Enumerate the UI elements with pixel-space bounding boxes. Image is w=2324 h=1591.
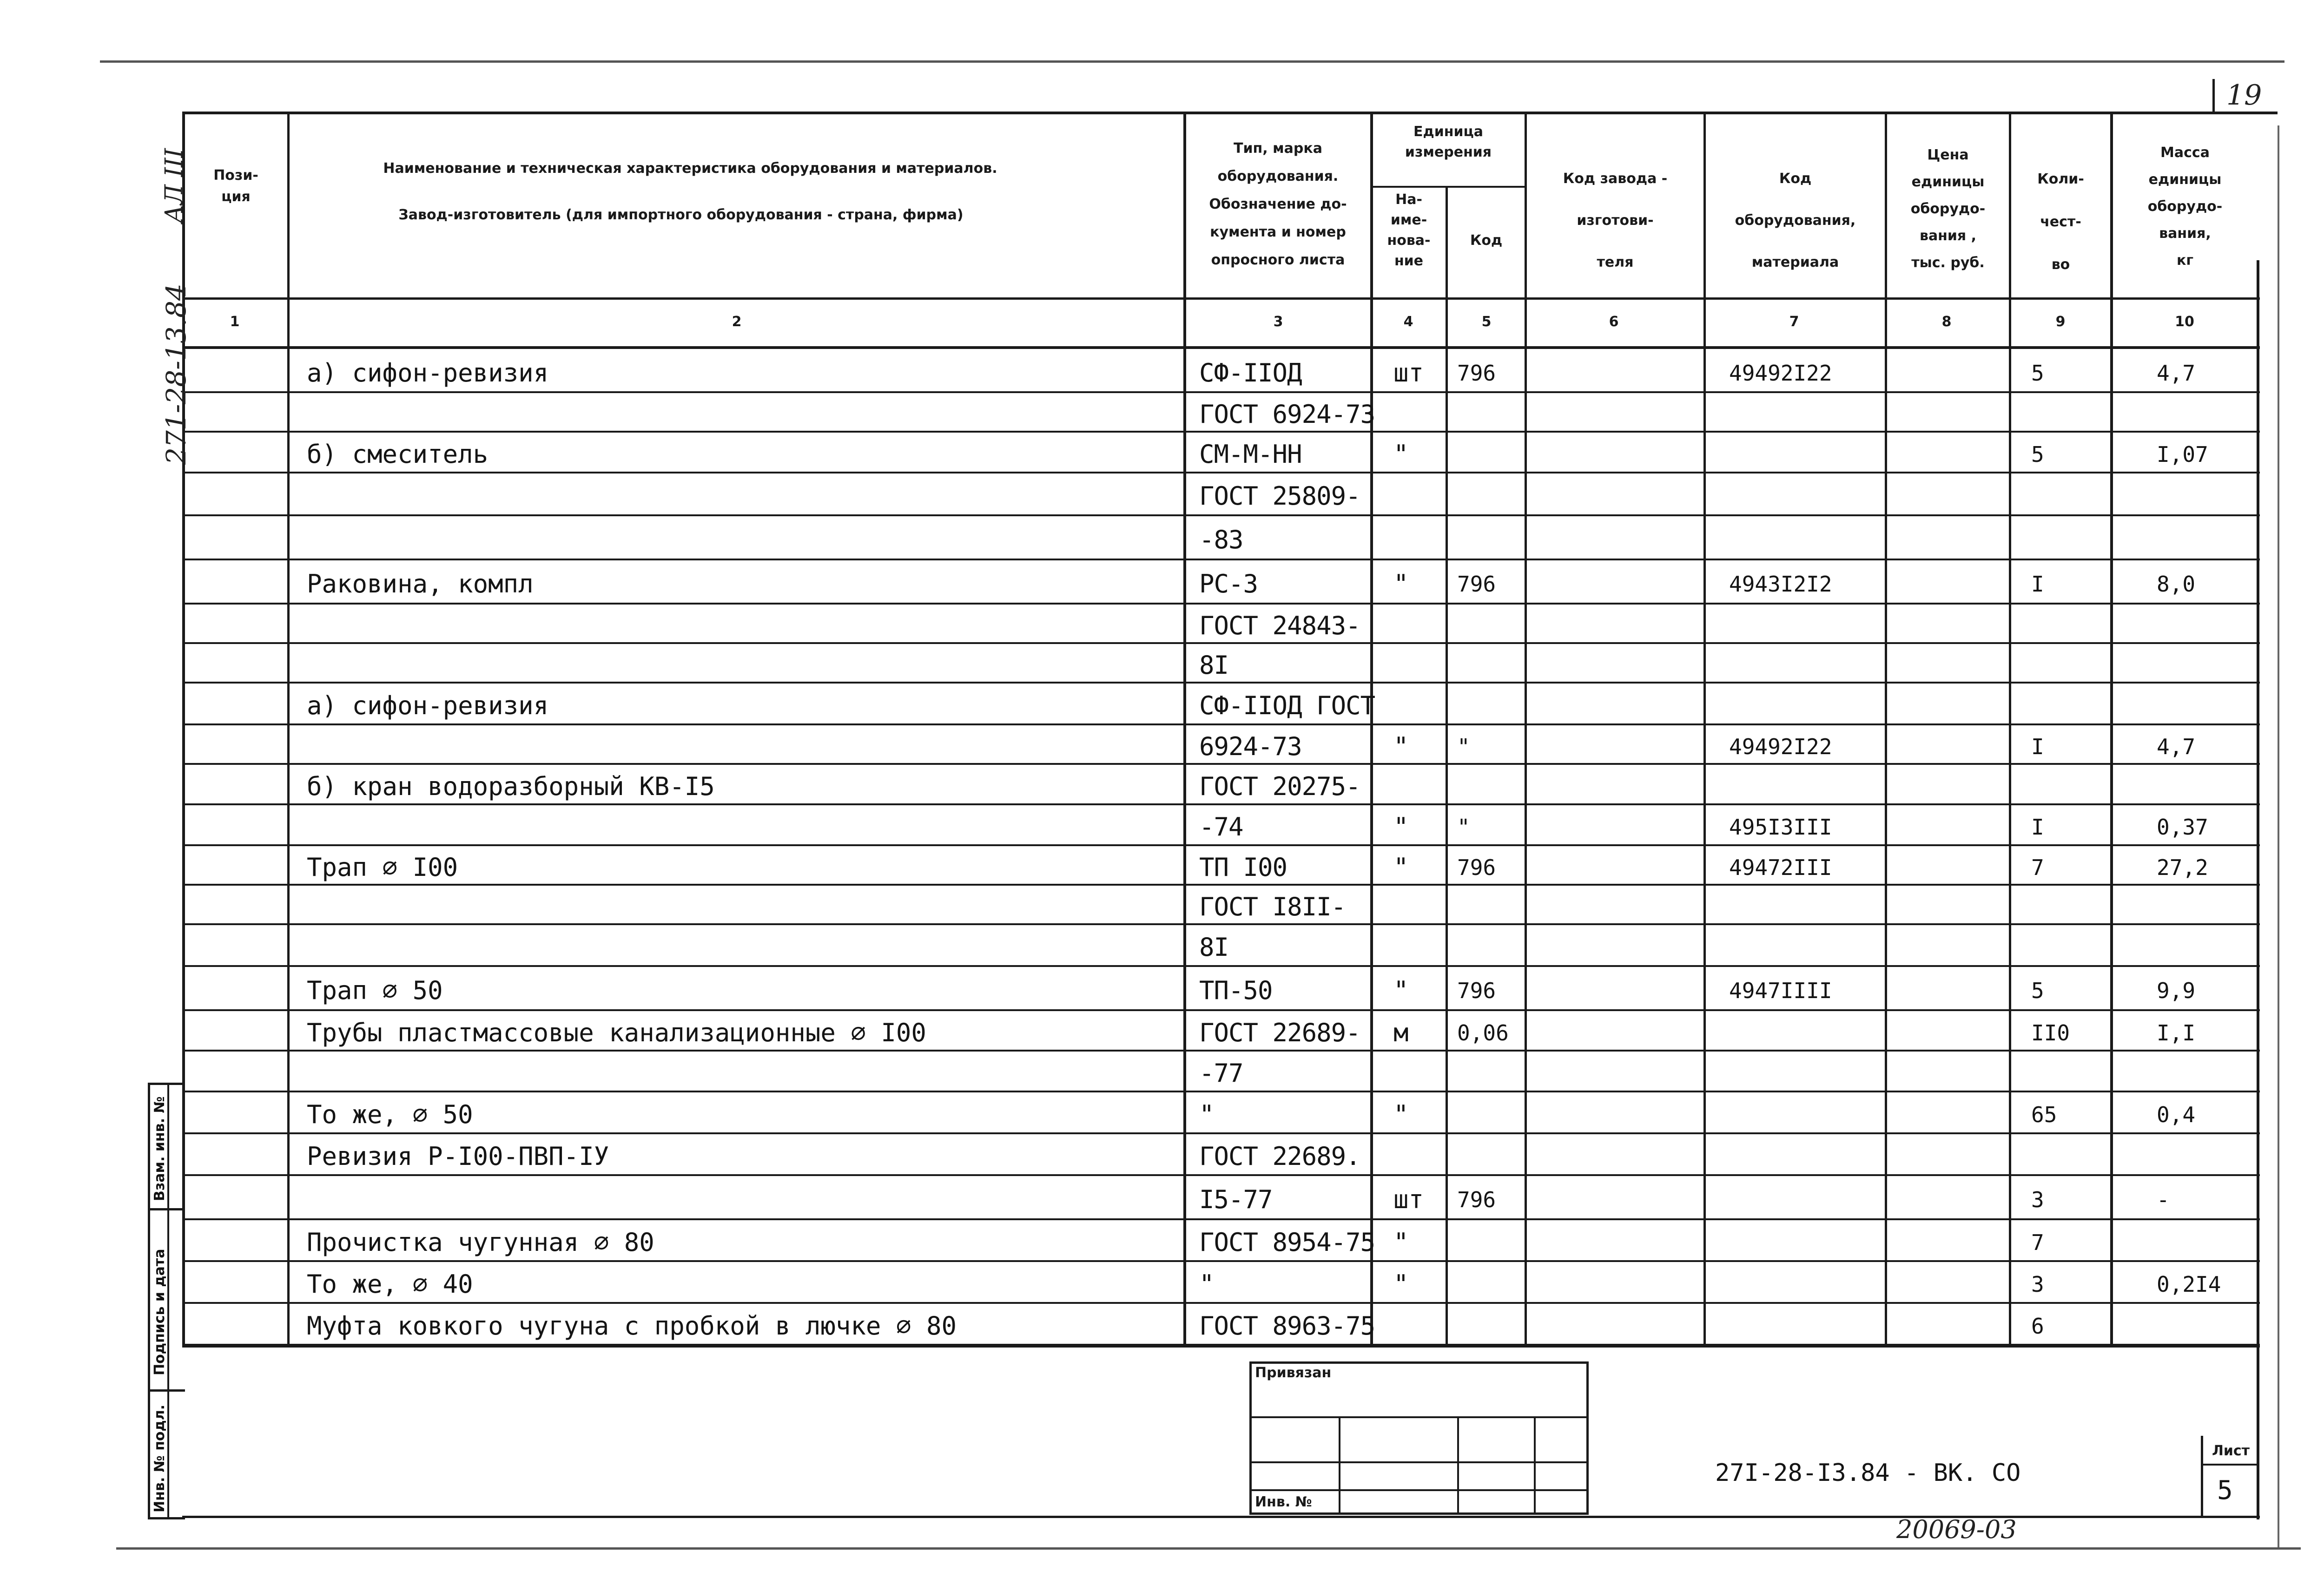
row-name: б) кран водоразборный КВ-I5: [307, 771, 715, 801]
header-bottom-line: [182, 297, 2260, 300]
row-type: ГОСТ 6924-73: [1199, 399, 1375, 429]
row-type: СФ-IIОД ГОСТ: [1199, 691, 1375, 720]
row-type: ГОСТ I8II-: [1199, 892, 1346, 921]
row-qty: 65: [2031, 1102, 2057, 1127]
row-type: ГОСТ 25809-: [1199, 481, 1360, 511]
row-mass: 9,9: [2157, 978, 2196, 1003]
row-separator: [182, 391, 2260, 393]
row-type: -83: [1199, 525, 1243, 554]
row-separator: [182, 642, 2260, 644]
top-trim-line: [100, 60, 2284, 63]
header-type: Тип, марка оборудования. Обозначение до- кумента и номер опросного листа: [1209, 140, 1347, 268]
column-number: 8: [1941, 314, 1952, 330]
header-name-line2: Завод-изготовитель (для импортного оборудования - страна, фирма): [398, 207, 964, 223]
row-type: ": [1199, 1269, 1214, 1299]
row-separator: [182, 1174, 2260, 1176]
row-type: СМ-М-НН: [1199, 440, 1302, 469]
row-equip-code: 4943I2I2: [1729, 571, 1832, 597]
column-number: 9: [2055, 314, 2066, 330]
row-qty: 3: [2031, 1272, 2044, 1297]
row-mass: 4,7: [2157, 734, 2196, 759]
row-type: ГОСТ 8963-75: [1199, 1311, 1375, 1341]
row-unit: ": [1393, 1228, 1409, 1257]
row-separator: [182, 1302, 2260, 1304]
row-name: Раковина, компл: [307, 569, 534, 598]
row-separator: [182, 844, 2260, 846]
row-unit: ": [1393, 1269, 1409, 1299]
row-separator: [182, 1260, 2260, 1262]
header-mass: Масса единицы оборудо- вания, кг: [2147, 145, 2223, 269]
stamp-doc-designation: 27I-28-I3.84 - ВК. СО: [1715, 1459, 2021, 1487]
strip-bottom: [148, 1517, 185, 1519]
row-separator: [182, 472, 2260, 473]
row-separator: [182, 803, 2260, 805]
row-qty: 3: [2031, 1187, 2044, 1212]
stamp-sheet-div: [2201, 1464, 2259, 1466]
row-unit: ": [1393, 440, 1409, 469]
strip-left-line: [148, 1083, 150, 1519]
row-mass: I,07: [2157, 442, 2208, 467]
stamp-sheet-number: 5: [2217, 1475, 2233, 1506]
row-unit: ": [1393, 852, 1409, 882]
row-equip-code: 4947IIII: [1729, 978, 1832, 1003]
col-line-8: [2009, 112, 2011, 1348]
row-qty: I: [2031, 734, 2044, 759]
row-qty: I: [2031, 571, 2044, 597]
bottom-trim-line: [116, 1547, 2301, 1550]
label-podpis-data: Подпись и дата: [152, 1249, 168, 1375]
column-number: 1: [230, 314, 240, 330]
row-type: ТП-50: [1199, 975, 1273, 1005]
stamp-box-line-3: [1249, 1489, 1589, 1491]
label-vzam-inv: Взам. инв. №: [152, 1096, 168, 1201]
stamp-inv-label: Инв. №: [1255, 1494, 1312, 1510]
column-number: 5: [1481, 314, 1492, 330]
row-mass: 8,0: [2157, 571, 2196, 597]
stamp-box-col-2: [1457, 1416, 1459, 1515]
strip-div-1: [148, 1208, 185, 1210]
row-type: -77: [1199, 1058, 1243, 1088]
row-separator: [182, 763, 2260, 765]
stamp-box-line-2: [1249, 1461, 1589, 1463]
header-unit-code: Код: [1470, 232, 1503, 249]
row-name: Трап ∅ I00: [307, 852, 458, 882]
row-type: ": [1199, 1100, 1214, 1129]
right-trim-line: [2278, 125, 2279, 1547]
row-qty: 6: [2031, 1314, 2044, 1339]
col-line-2: [1183, 112, 1186, 1348]
row-type: ГОСТ 24843-: [1199, 611, 1360, 640]
column-number: 4: [1403, 314, 1413, 330]
row-type: I5-77: [1199, 1184, 1273, 1214]
header-qty: Коли- чест- во: [2037, 171, 2084, 273]
row-name: Муфта ковкого чугуна с пробкой в лючке ∅ 80: [307, 1311, 957, 1341]
row-qty: 5: [2031, 442, 2044, 467]
col-line-1: [287, 112, 290, 1348]
row-unit-code: 796: [1457, 855, 1496, 880]
row-name: Трап ∅ 50: [307, 975, 443, 1005]
column-number: 6: [1609, 314, 1619, 330]
row-qty: 5: [2031, 978, 2044, 1003]
sheet-corner-number: 19: [2226, 79, 2262, 112]
row-qty: 5: [2031, 360, 2044, 386]
label-inv-podl: Инв. № подл.: [152, 1404, 168, 1512]
row-unit-code: 796: [1457, 571, 1496, 597]
row-unit: ": [1393, 731, 1409, 761]
col-line-9: [2110, 112, 2113, 1348]
row-separator: [182, 682, 2260, 684]
row-unit: ": [1393, 1100, 1409, 1129]
table-top-border: [182, 112, 2278, 114]
row-mass: 0,4: [2157, 1102, 2196, 1127]
row-qty: 7: [2031, 855, 2044, 880]
stamp-box-col-3: [1534, 1416, 1536, 1515]
archive-number: 20069-03: [1896, 1515, 2017, 1544]
row-separator: [182, 1091, 2260, 1092]
header-position: Пози- ция: [213, 167, 258, 205]
row-type: 8I: [1199, 650, 1229, 680]
header-unit-name: На- име- нова- ние: [1387, 191, 1431, 269]
col-line-3: [1370, 112, 1373, 1348]
column-number: 10: [2175, 314, 2194, 330]
row-type: СФ-IIОД: [1199, 358, 1302, 388]
row-unit: ": [1393, 569, 1409, 598]
row-unit-code: 796: [1457, 978, 1496, 1003]
row-unit: шт: [1393, 1184, 1424, 1214]
row-equip-code: 49472III: [1729, 855, 1832, 880]
handwritten-album: АЛ III: [160, 148, 188, 223]
row-mass: I,I: [2157, 1020, 2196, 1045]
row-name: Трубы пластмассовые канализационные ∅ I00: [307, 1018, 926, 1047]
sheet-corner-box-left: [2212, 79, 2215, 114]
row-type: ТП I00: [1199, 852, 1287, 882]
row-name: Прочистка чугунная ∅ 80: [307, 1228, 654, 1257]
row-type: РС-3: [1199, 569, 1258, 598]
row-unit-code: ": [1457, 815, 1470, 840]
row-qty: II0: [2031, 1020, 2070, 1045]
row-unit-code: ": [1457, 734, 1470, 759]
stamp-box-col-1: [1339, 1416, 1340, 1515]
stamp-top-line: [182, 1345, 2260, 1348]
row-mass: 0,2I4: [2157, 1272, 2221, 1297]
row-separator: [182, 1132, 2260, 1134]
row-name: То же, ∅ 40: [307, 1269, 473, 1299]
row-unit: ": [1393, 812, 1409, 842]
handwritten-doc-code: 271-28-13.84: [160, 283, 192, 465]
column-number: 2: [732, 314, 742, 330]
row-type: ГОСТ 20275-: [1199, 771, 1360, 801]
strip-top: [148, 1083, 185, 1085]
row-separator: [182, 603, 2260, 605]
row-unit: м: [1393, 1018, 1409, 1047]
row-qty: 7: [2031, 1230, 2044, 1255]
row-separator: [182, 559, 2260, 560]
row-unit-code: 796: [1457, 360, 1496, 386]
row-equip-code: 49492I22: [1729, 734, 1832, 759]
row-name: То же, ∅ 50: [307, 1100, 473, 1129]
row-separator: [182, 514, 2260, 516]
header-price: Цена единицы оборудо- вания , тыс. руб.: [1910, 147, 1986, 271]
row-separator: [182, 923, 2260, 925]
row-mass: 4,7: [2157, 360, 2196, 386]
header-unit-group: Единица измерения: [1405, 124, 1492, 160]
row-type: 8I: [1199, 933, 1229, 962]
row-type: ГОСТ 22689.: [1199, 1142, 1360, 1171]
strip-div-2: [148, 1389, 185, 1392]
row-separator: [182, 1050, 2260, 1052]
row-unit: шт: [1393, 358, 1424, 388]
column-number: 3: [1273, 314, 1283, 330]
col-line-5: [1525, 112, 1527, 1348]
row-type: -74: [1199, 812, 1243, 842]
stamp-sheet-label: Лист: [2212, 1443, 2250, 1459]
row-separator: [182, 1218, 2260, 1220]
row-unit-code: 796: [1457, 1187, 1496, 1212]
header-name-line1: Наименование и техническая характеристика оборудования и материалов.: [383, 160, 997, 177]
row-unit: ": [1393, 975, 1409, 1005]
row-mass: 27,2: [2157, 855, 2208, 880]
row-type: 6924-73: [1199, 731, 1302, 761]
row-separator: [182, 965, 2260, 967]
row-separator: [182, 884, 2260, 886]
unit-group-divider: [1370, 186, 1525, 188]
col-line-4: [1446, 186, 1448, 1348]
stamp-sheet-col: [2201, 1436, 2203, 1517]
col-line-6: [1703, 112, 1706, 1348]
row-mass: -: [2157, 1187, 2170, 1212]
stamp-privyazan-label: Привязан: [1255, 1365, 1332, 1381]
col-line-7: [1885, 112, 1887, 1348]
colnum-bottom-line: [182, 346, 2260, 349]
row-equip-code: 495I3III: [1729, 815, 1832, 840]
row-name: а) сифон-ревизия: [307, 691, 549, 720]
row-separator: [182, 723, 2260, 725]
row-name: б) смеситель: [307, 440, 489, 469]
row-type: ГОСТ 22689-: [1199, 1018, 1360, 1047]
frame-right-border: [2257, 260, 2259, 1519]
row-name: Ревизия Р-I00-ПВП-IУ: [307, 1142, 609, 1171]
header-equip-code: Код оборудования, материала: [1735, 171, 1856, 270]
row-separator: [182, 1009, 2260, 1011]
row-name: а) сифон-ревизия: [307, 358, 549, 388]
header-factory-code: Код завода - изготови- теля: [1563, 171, 1668, 270]
row-type: ГОСТ 8954-75: [1199, 1228, 1375, 1257]
row-qty: I: [2031, 815, 2044, 840]
row-unit-code: 0,06: [1457, 1020, 1509, 1045]
row-separator: [182, 431, 2260, 433]
column-number: 7: [1789, 314, 1799, 330]
row-mass: 0,37: [2157, 815, 2208, 840]
stamp-box-line-1: [1249, 1416, 1589, 1418]
row-equip-code: 49492I22: [1729, 360, 1832, 386]
